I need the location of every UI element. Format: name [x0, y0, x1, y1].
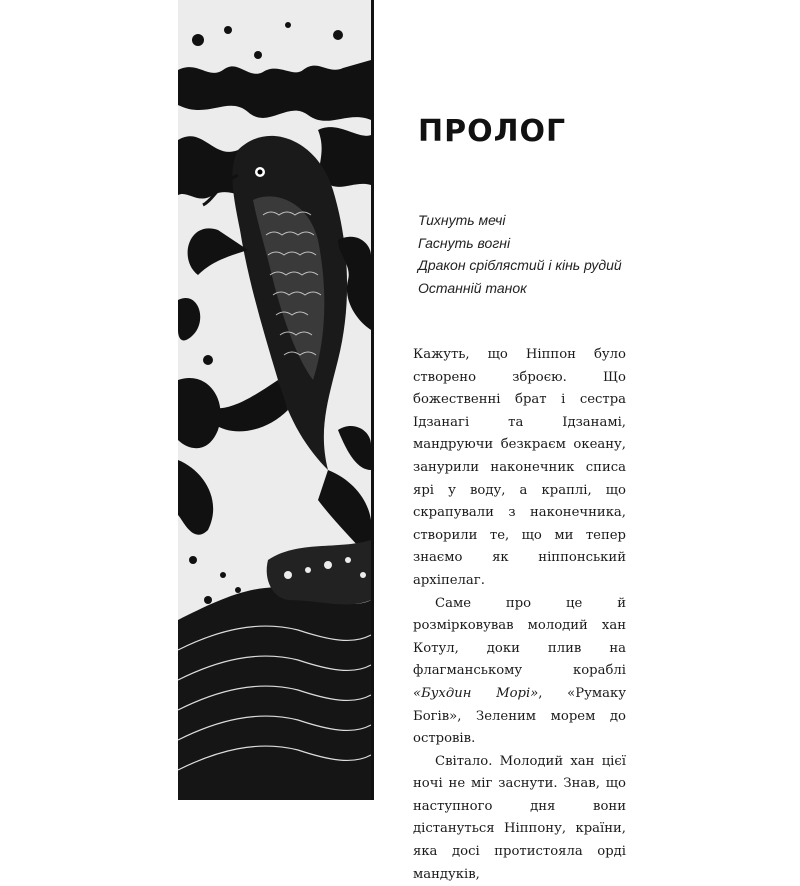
- body-text: [413, 344, 626, 886]
- page-divider: [371, 0, 374, 800]
- paragraph-text: Саме про це й розмірковував молодий хан Котул, доки плив на флагманському кораблі: [413, 595, 626, 679]
- paragraph: [413, 751, 626, 886]
- poem-line: Дракон сріблястий і кінь рудий: [418, 257, 622, 273]
- paragraph: [413, 344, 626, 593]
- paragraph: [413, 593, 626, 751]
- paragraph-text: Світало. Молодий хан цієї ночі не міг заснути. Знав, що наступного дня вони дістануться Ніппону, країни, яка досі протистояла орді мандуків,: [413, 753, 626, 882]
- chapter-title: ПРОЛОГ: [418, 114, 567, 149]
- koi-wave-illustration: [178, 0, 371, 800]
- paragraph-text: , «Румаку Богів», Зеленим морем до островів.: [413, 685, 626, 747]
- ship-name: «Бухдин Морі»: [413, 685, 539, 701]
- poem-line: Гаснуть вогні: [418, 234, 511, 251]
- paragraph-text: Кажуть, що Ніппон було створено зброєю. Що божественні брат і сестра Ідзанагі та Ідзанамі, мандруючи безкраєм океану, занурили наконечник списа ярі у воду, а краплі, що скрапували з наконечника, створили те, що ми тепер знаємо як ніппонський архіпелаг.: [413, 347, 626, 588]
- epigraph-poem: [418, 209, 658, 299]
- poem-line: Останній танок: [418, 279, 527, 296]
- poem-line: Тихнуть мечі: [418, 212, 506, 228]
